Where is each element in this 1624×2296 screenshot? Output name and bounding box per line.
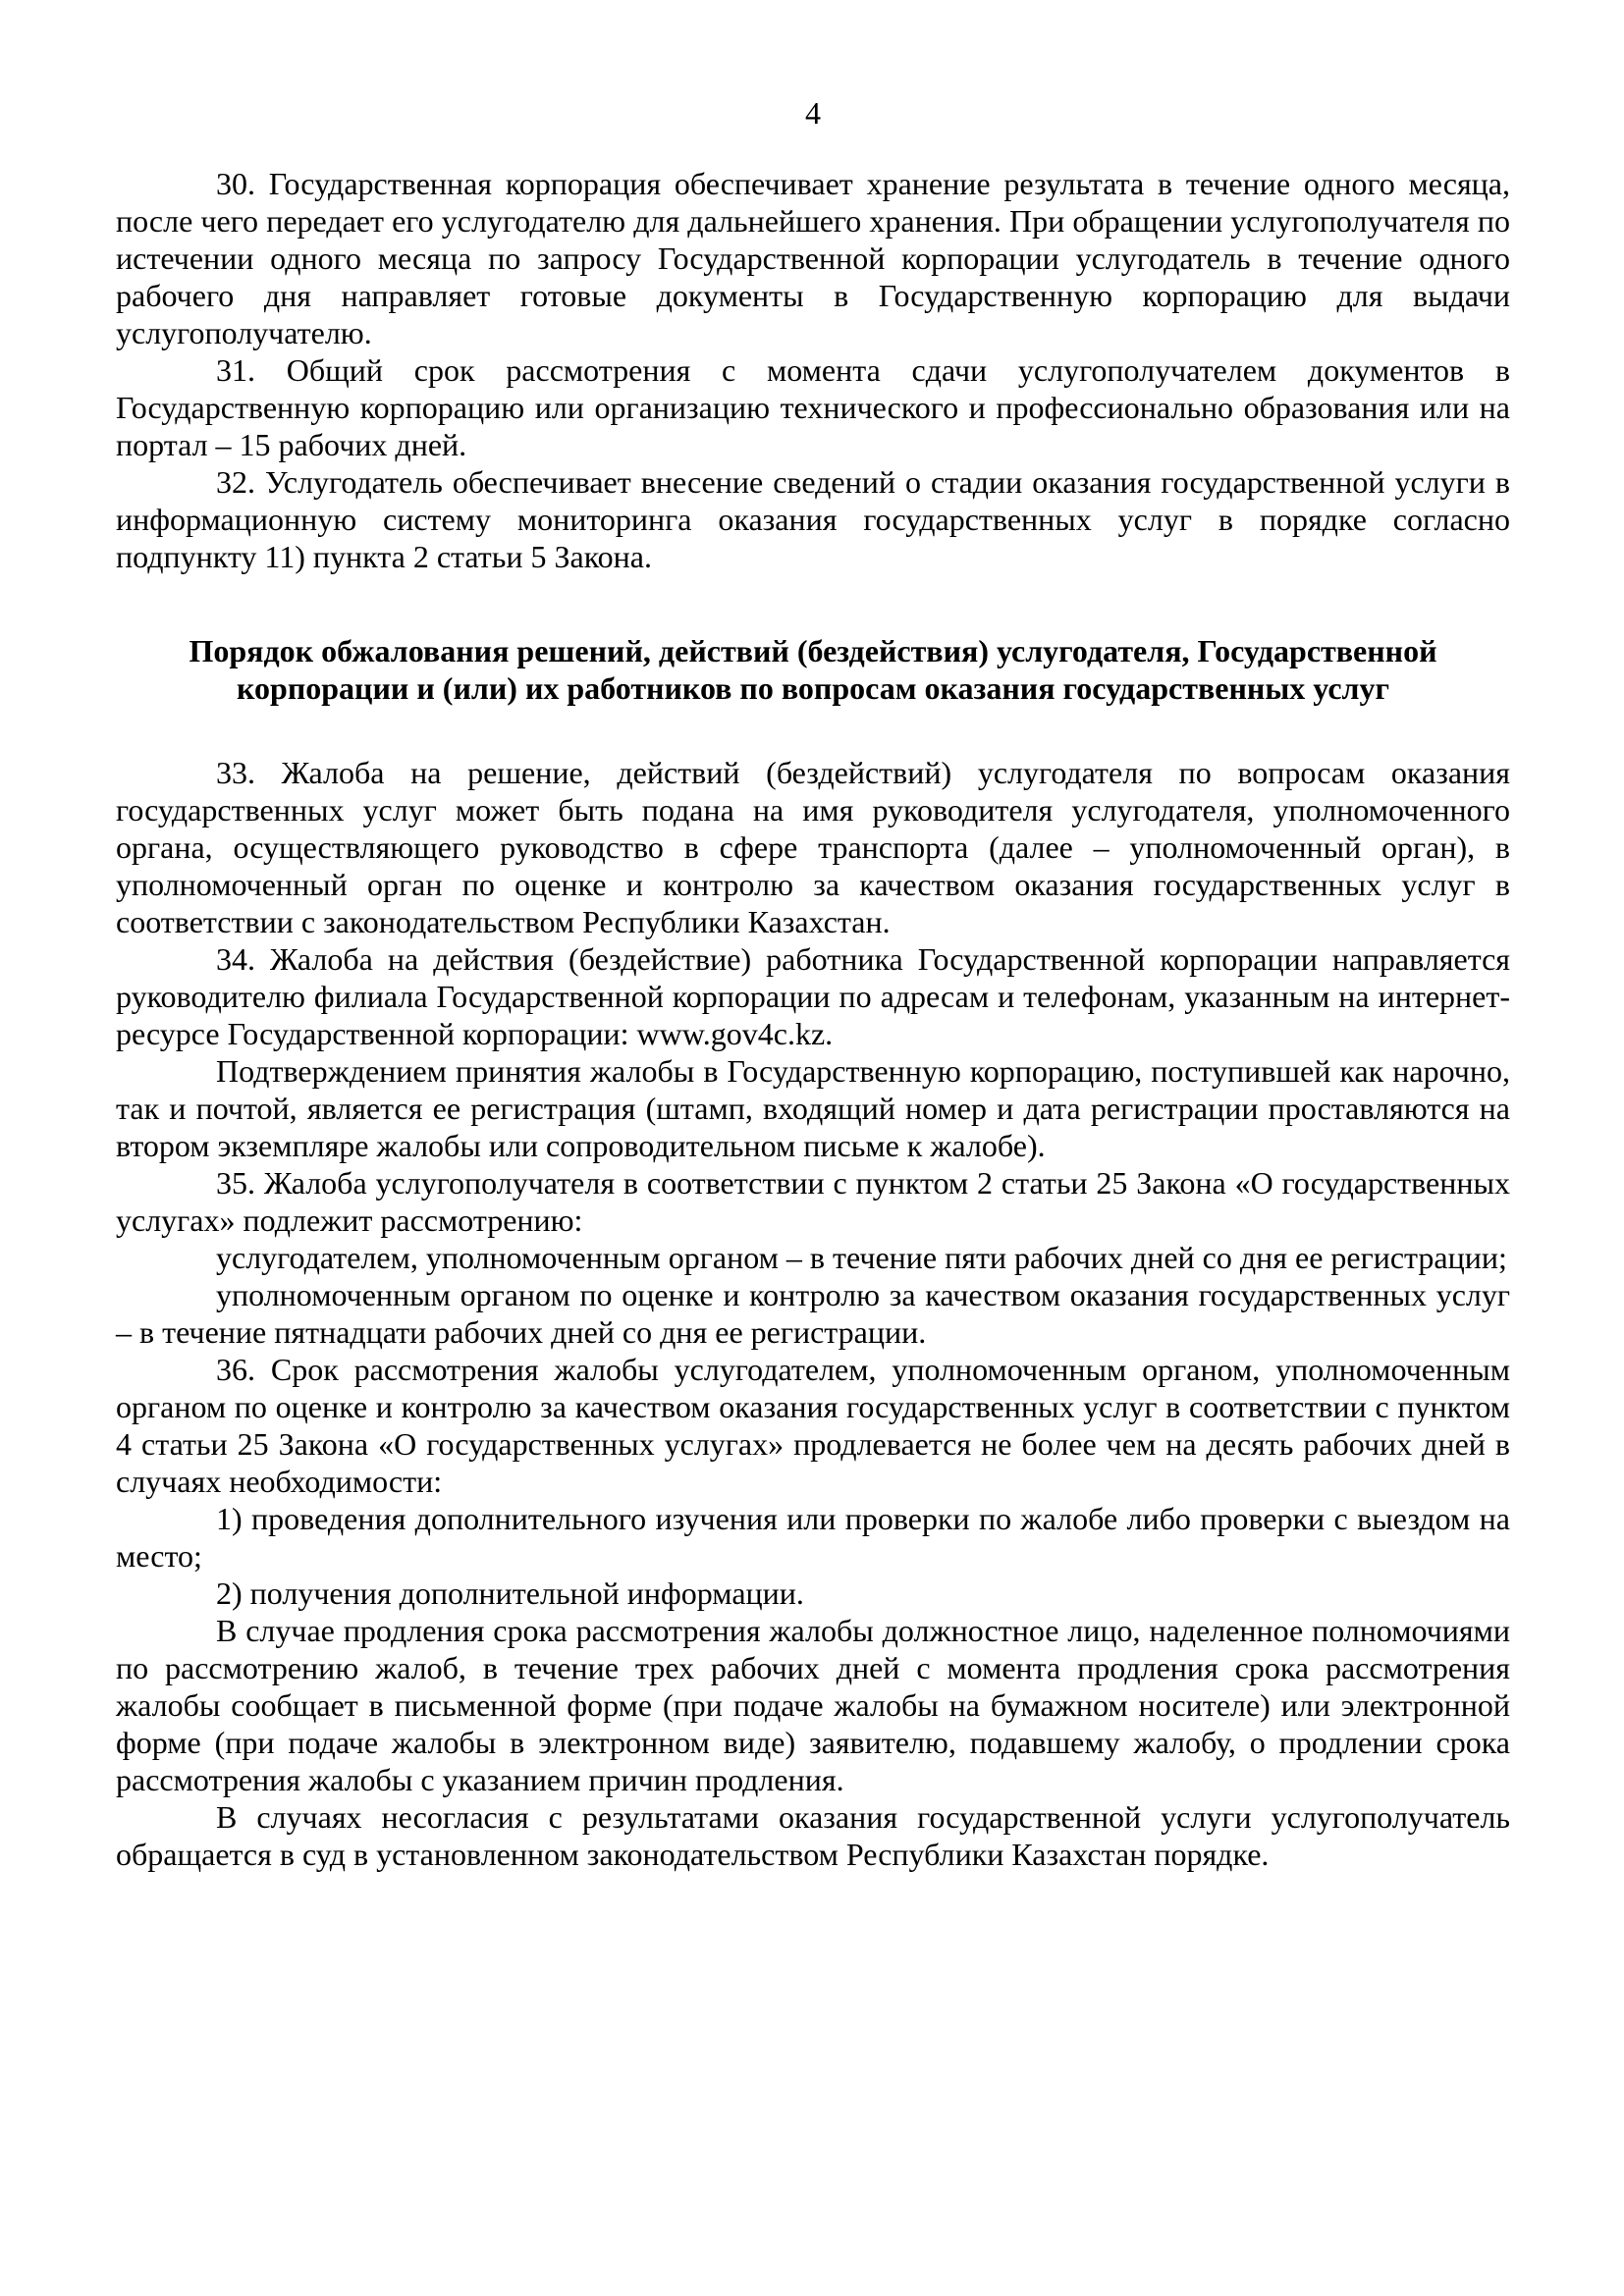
paragraph-33: 33. Жалоба на решение, действий (бездействий) услугодателя по вопросам оказания государственных услуг может быть подана на имя руководителя услугодателя, уполномоченного органа, осуществляющего руководство в сфере транспорта (далее – уполномоченный орган), в уполномоченный орган по оценке и контролю за качеством оказания государственных услуг в соответствии с законодательством Республики Казахстан. <box>116 755 1510 939</box>
paragraph-35-item-provider: услугодателем, уполномоченным органом – в течение пяти рабочих дней со дня ее регистрации; <box>216 1240 1507 1275</box>
paragraph-extension-notice: В случае продления срока рассмотрения жалобы должностное лицо, наделенное полномочиями по рассмотрению жалоб, в течение трех рабочих дней с момента продления срока рассмотрения жалобы сообщает в письменной форме (при подаче жалобы на бумажном носителе) или электронной форме (при подаче жалобы в электронном виде) заявителю, подавшему жалобу, о продлении срока рассмотрения жалобы с указанием причин продления. <box>116 1613 1510 1797</box>
paragraph-complaint-confirmation: Подтверждением принятия жалобы в Государственную корпорацию, поступившей как нарочно, так и почтой, является ее регистрация (штамп, входящий номер и дата регистрации проставляются на втором экземпляре жалобы или сопроводительном письме к жалобе). <box>116 1053 1510 1163</box>
paragraph-court-appeal: В случаях несогласия с результатами оказания государственной услуги услугополучатель обращается в суд в установленном законодательством Республики Казахстан порядке. <box>116 1799 1510 1872</box>
paragraph-36: 36. Срок рассмотрения жалобы услугодателем, уполномоченным органом, уполномоченным органом по оценке и контролю за качеством оказания государственных услуг в соответствии с пунктом 4 статьи 25 Закона «О государственных услугах» продлевается не более чем на десять рабочих дней в случаях необходимости: <box>116 1352 1510 1499</box>
section-heading-appeals: Порядок обжалования решений, действий (бездействия) услугодателя, Государственной корпорации и (или) их работников по вопросам оказания государственных услуг <box>189 633 1437 706</box>
page-number: 4 <box>805 95 821 131</box>
paragraph-35-item-authority: уполномоченным органом по оценке и контролю за качеством оказания государственных услуг – в течение пятнадцати рабочих дней со дня ее регистрации. <box>116 1277 1510 1350</box>
paragraph-36-item-1: 1) проведения дополнительного изучения или проверки по жалобе либо проверки с выездом на место; <box>116 1501 1510 1574</box>
paragraph-35: 35. Жалоба услугополучателя в соответствии с пунктом 2 статьи 25 Закона «О государственных услугах» подлежит рассмотрению: <box>116 1165 1510 1238</box>
paragraph-31: 31. Общий срок рассмотрения с момента сдачи услугополучателем документов в Государственную корпорацию или организацию технического и профессионально образования или на портал – 15 рабочих дней. <box>116 352 1510 462</box>
paragraph-34: 34. Жалоба на действия (бездействие) работника Государственной корпорации направляется руководителю филиала Государственной корпорации по адресам и телефонам, указанным на интернет-ресурсе Государственной корпорации: www.gov4c.kz. <box>116 941 1510 1051</box>
paragraph-32: 32. Услугодатель обеспечивает внесение сведений о стадии оказания государственной услуги в информационную систему мониторинга оказания государственных услуг в порядке согласно подпункту 11) пункта 2 статьи 5 Закона. <box>116 464 1510 574</box>
paragraph-30: 30. Государственная корпорация обеспечивает хранение результата в течение одного месяца, после чего передает его услугодателю для дальнейшего хранения. При обращении услугополучателя по истечении одного месяца по запросу Государственной корпорации услугодатель в течение одного рабочего дня направляет готовые документы в Государственную корпорацию для выдачи услугополучателю. <box>116 166 1510 350</box>
paragraph-36-item-2: 2) получения дополнительной информации. <box>216 1575 804 1611</box>
